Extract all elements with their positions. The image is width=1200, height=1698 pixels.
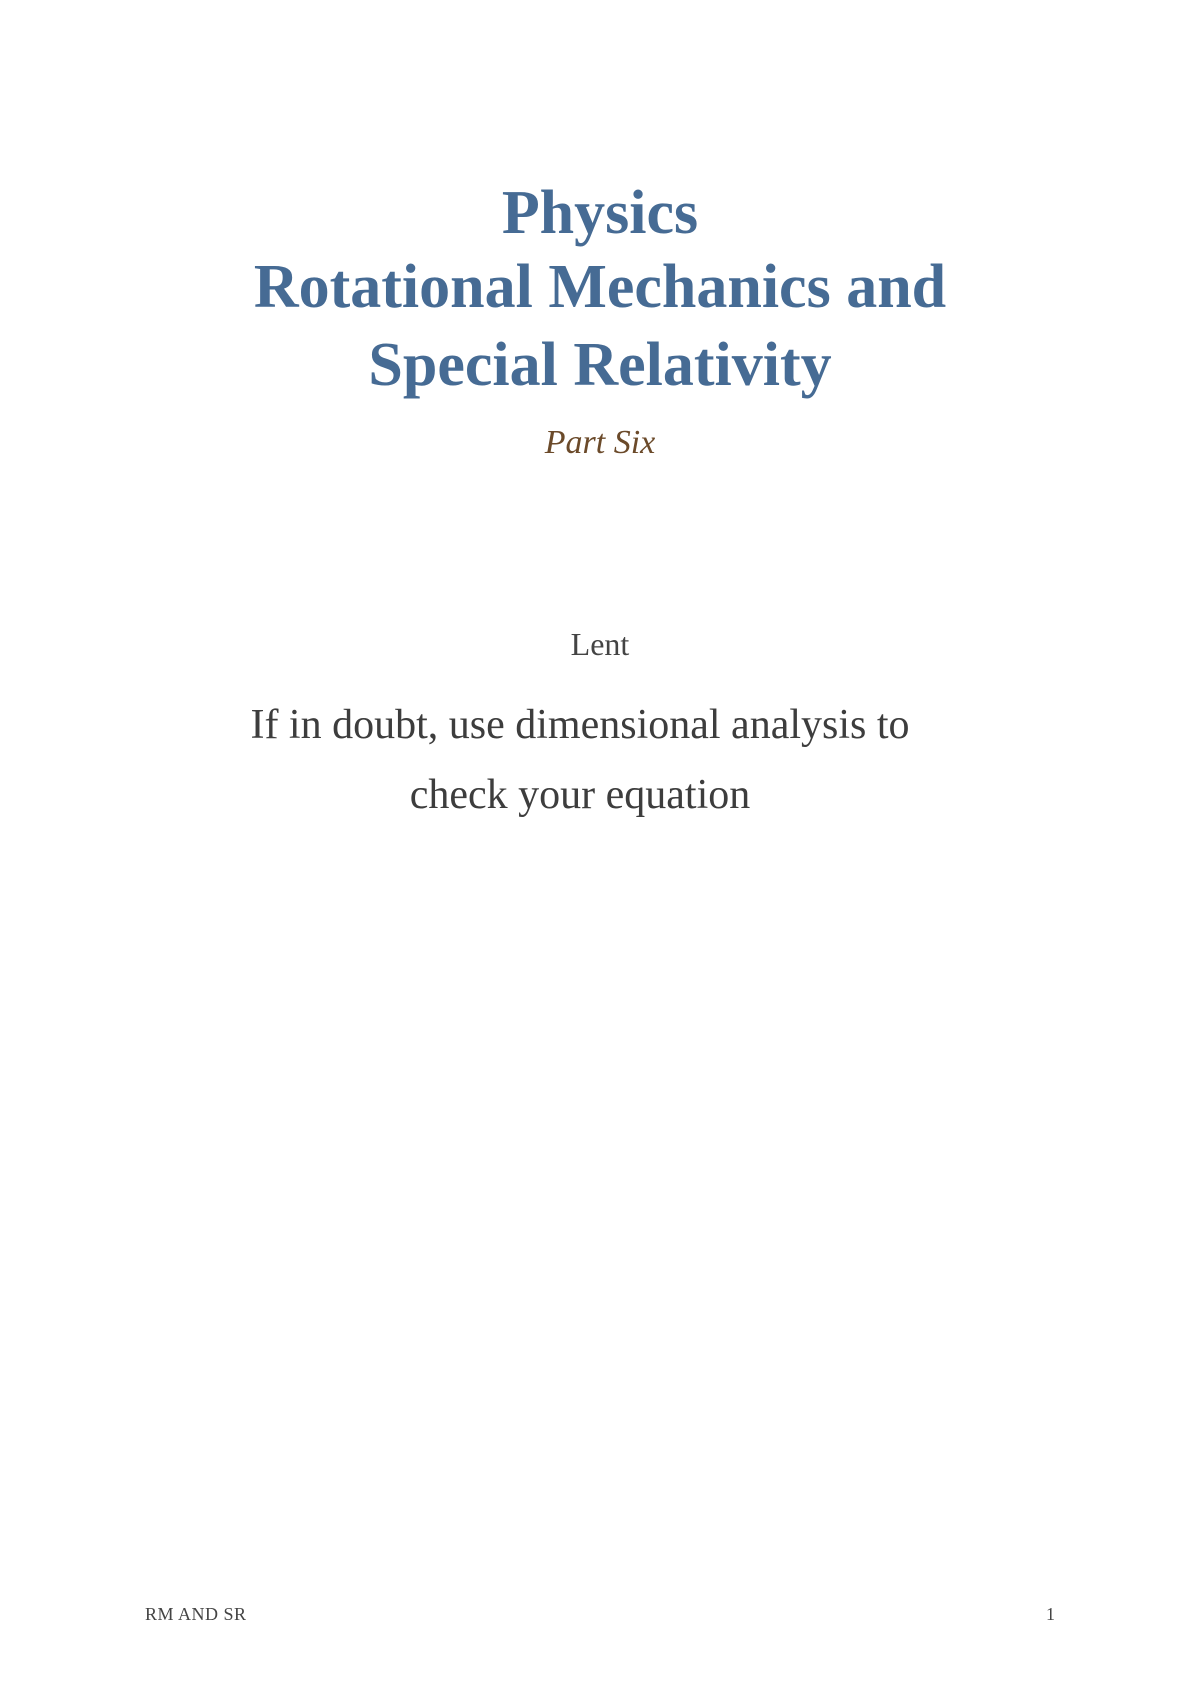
advice-text: If in doubt, use dimensional analysis to check your equation (250, 702, 910, 818)
page-number: 1 (1046, 1604, 1055, 1624)
course-title-line-1: Rotational Mechanics and (253, 253, 947, 321)
part-label: Part Six (544, 424, 656, 461)
footer-title: RM AND SR (145, 1604, 247, 1624)
term-label: Lent (570, 626, 630, 662)
title-block (0, 178, 1200, 404)
subject-title: Physics (501, 179, 699, 247)
course-title-line-2: Special Relativity (368, 331, 832, 399)
